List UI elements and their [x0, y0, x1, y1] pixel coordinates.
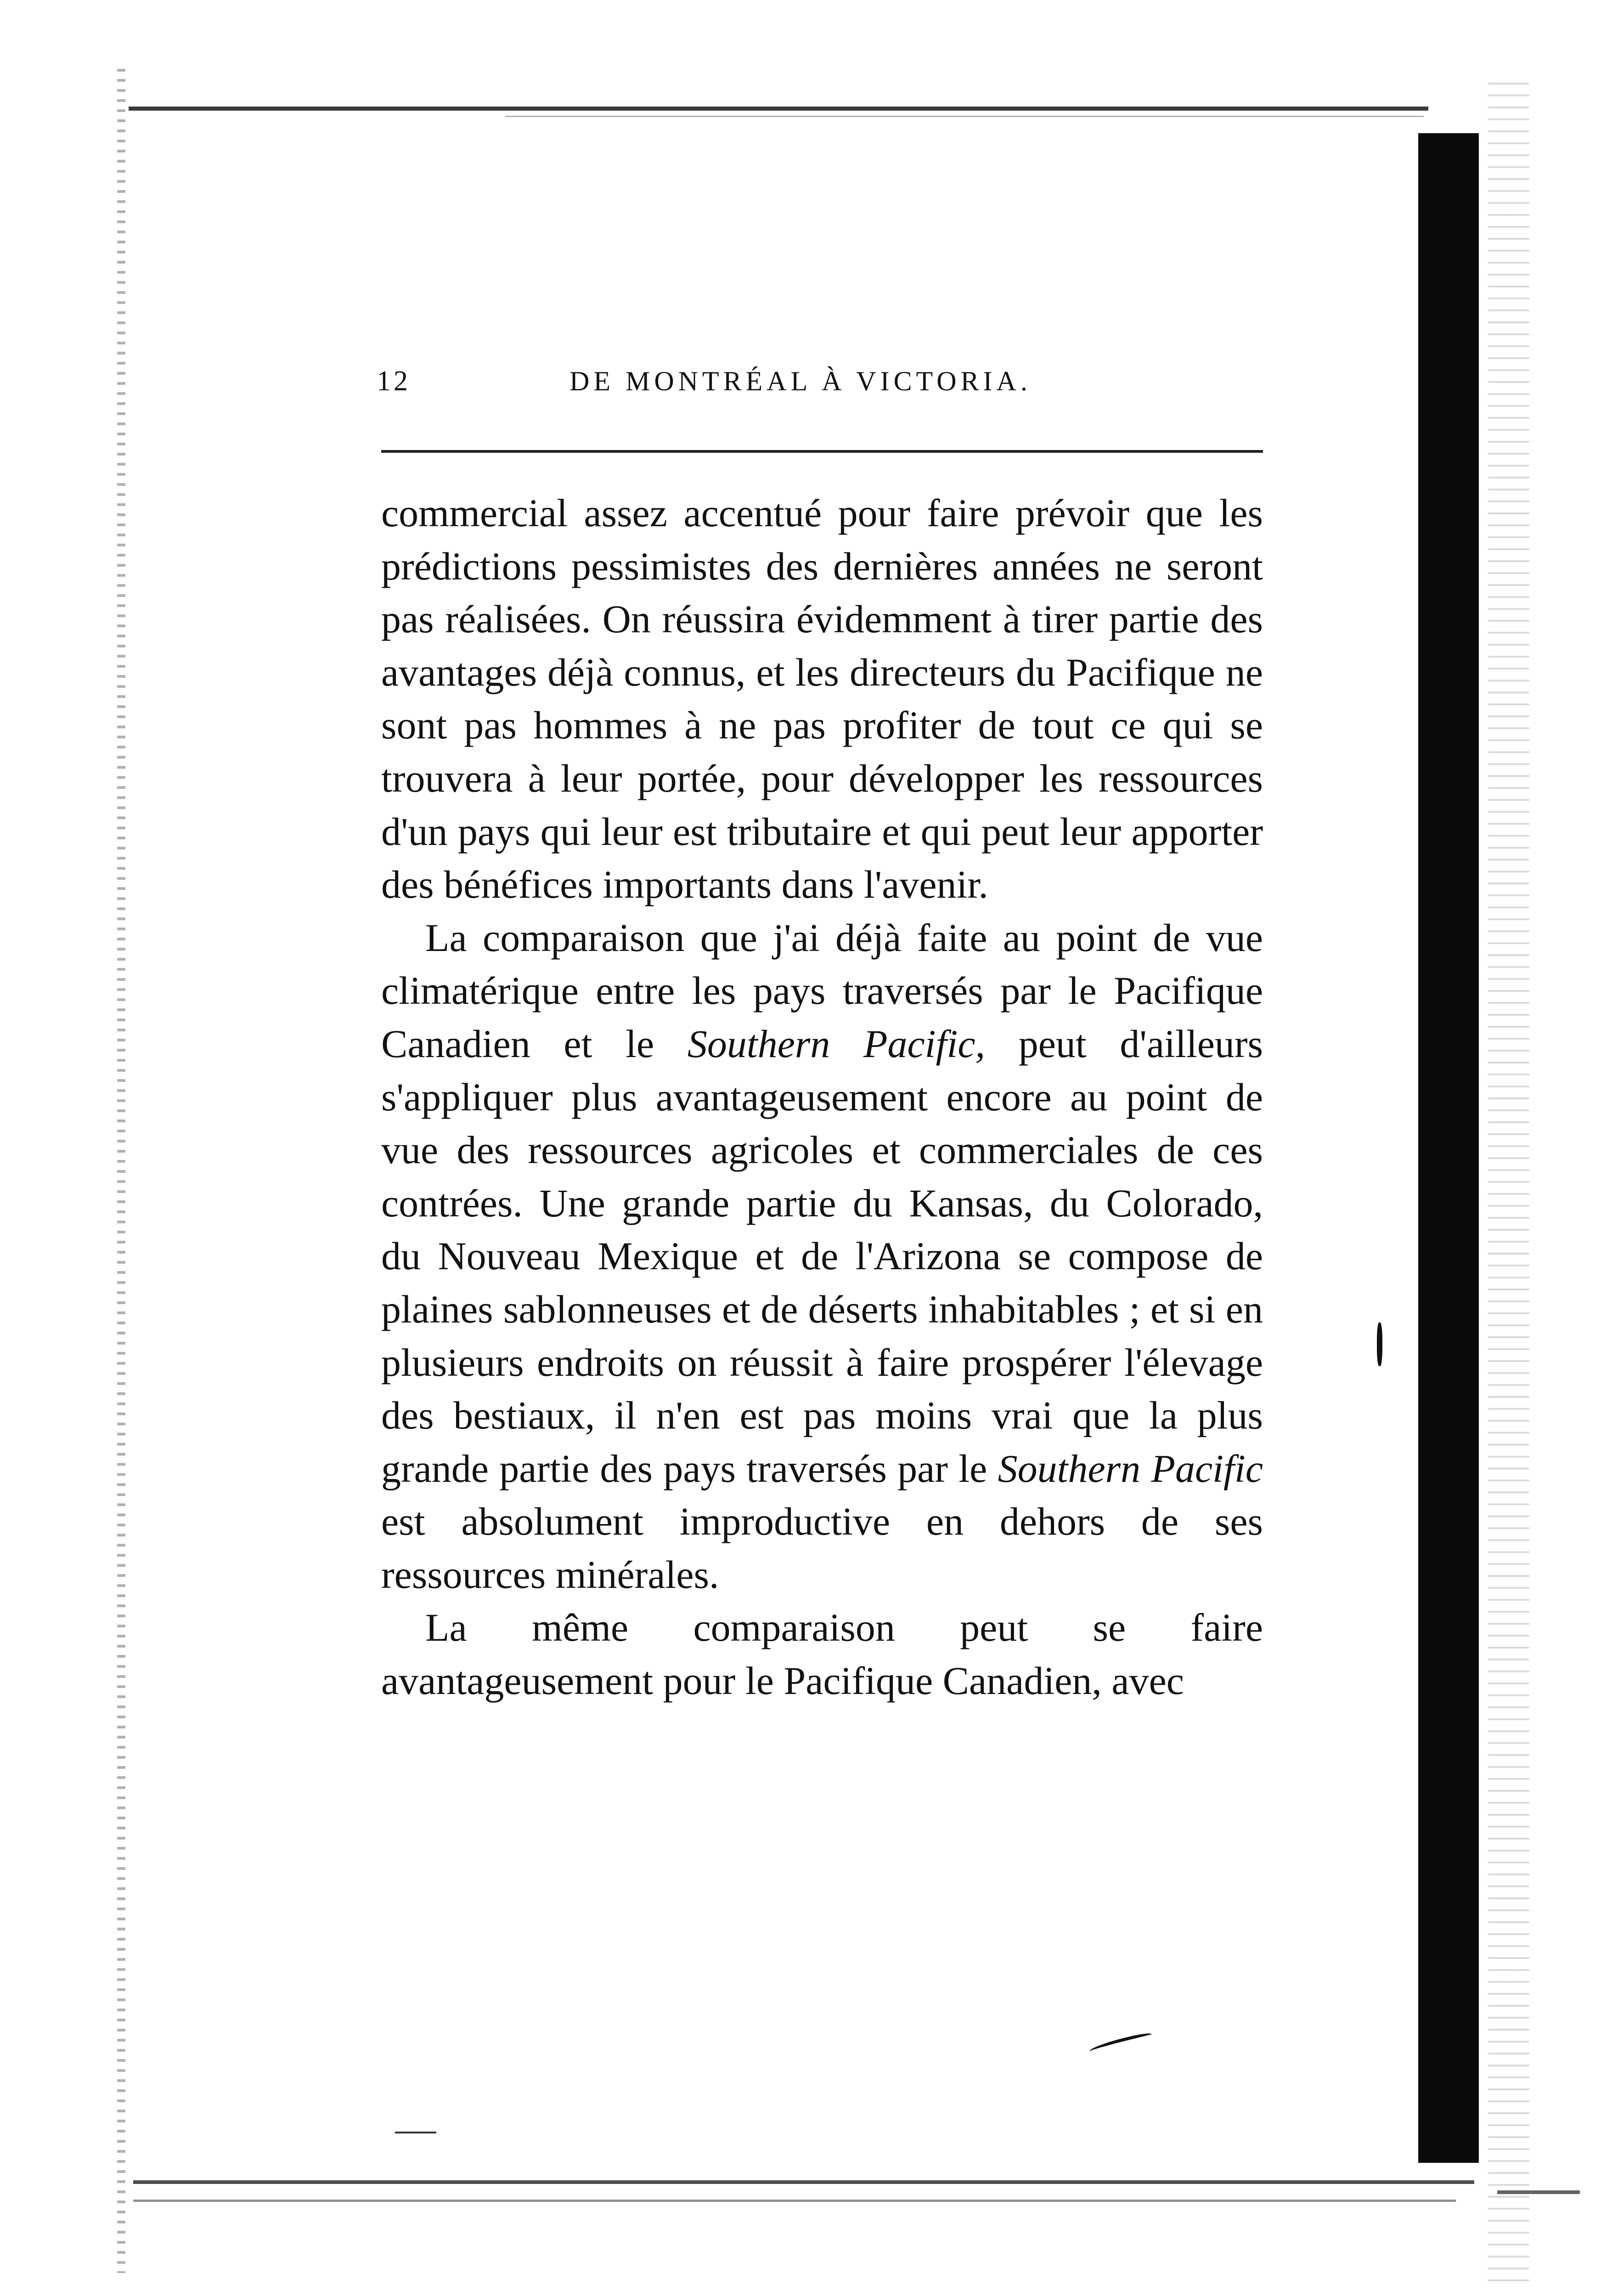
page-body: [381, 487, 1263, 1708]
scan-right-edge: [1488, 83, 1529, 2287]
scan-top-rule-faint: [505, 116, 1424, 117]
scan-stray-speck: [1377, 1322, 1382, 1366]
paragraph-1-text: commercial assez accentué pour faire prévoir que les prédictions pessimistes des dernières années ne seront pas réalisées. On réussira évidemment à tirer partie des avantages déjà connus, et les directeurs du Pacifique ne sont pas hommes à ne pas profiter de tout ce qui se trouvera à leur portée, pour développer les ressources d'un pays qui leur est tributaire et qui peut leur apporter des bénéfices importants dans l'avenir.: [381, 491, 1263, 907]
running-head: DE MONTRÉAL À VICTORIA.: [569, 366, 1032, 396]
scan-bottom-rule-right: [1497, 2190, 1580, 2194]
scan-bottom-rule: [133, 2180, 1474, 2184]
page-number: 12: [377, 366, 411, 397]
paragraph-1: [381, 487, 1263, 912]
paragraph-2-text-b: peut d'ailleurs s'appliquer plus avantageusement encore au point de vue des ressources agricoles et commerciales de ces contrées. Une grande partie du Kansas, du Colorado, du Nouveau Mexique et de l'Arizona se compose de plaines sablonneuses et de déserts inhabitables ; et si en plusieurs endroits on réussit à faire prospérer l'élevage des bestiaux, il n'en est pas moins vrai que la plus grande partie des pays traversés par le: [381, 1021, 1263, 1491]
paragraph-2-text-a: La comparaison que j'ai déjà faite au point de vue climatérique entre les pays traversés par le Pacifique Canadien et le: [381, 915, 1263, 1066]
page-header: [377, 363, 1258, 418]
scan-top-rule: [129, 107, 1428, 111]
paragraph-2: [381, 912, 1263, 1602]
scan-stray-dash: [395, 2132, 436, 2133]
scan-left-edge: [117, 69, 125, 2273]
header-rule: [381, 450, 1263, 453]
scan-bottom-rule-secondary: [133, 2200, 1456, 2202]
scan-binding-shadow: [1418, 133, 1479, 2163]
scan-stray-mark: [1088, 2031, 1153, 2054]
paragraph-3: [381, 1601, 1263, 1707]
paragraph-2-text-c: est absolument improductive en dehors de ses ressources minérales.: [381, 1499, 1263, 1597]
paragraph-2-italic-b: Southern Pacific: [998, 1446, 1263, 1491]
paragraph-2-italic-a: Southern Pacific,: [687, 1021, 986, 1066]
paragraph-3-text: La même comparaison peut se faire avantageusement pour le Pacifique Canadien, avec: [381, 1605, 1263, 1703]
